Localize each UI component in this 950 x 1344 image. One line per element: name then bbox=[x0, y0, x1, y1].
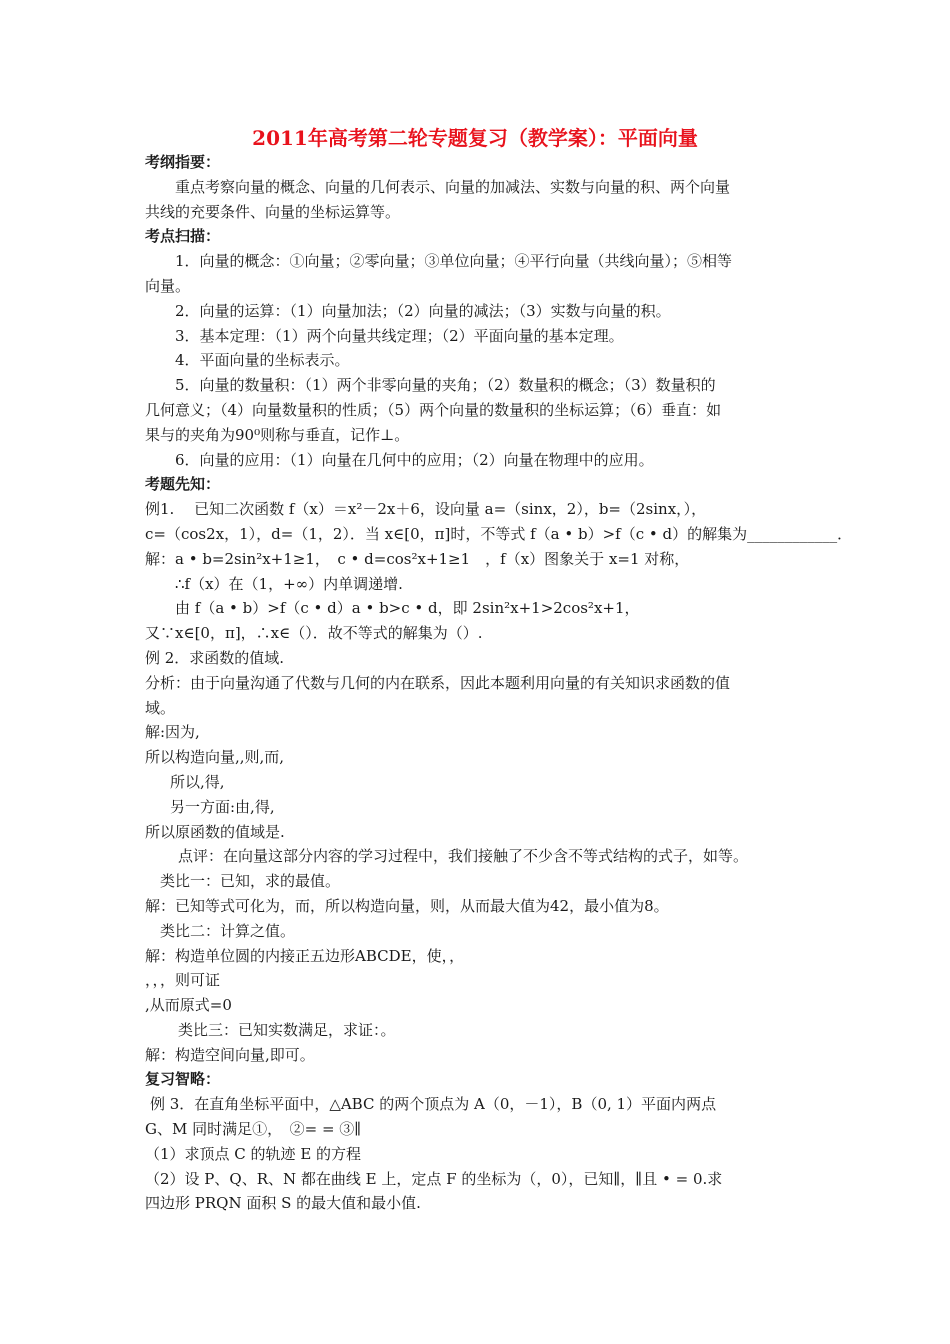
text-line: 点评：在向量这部分内容的学习过程中，我们接触了不少含不等式结构的式子，如等。 bbox=[178, 847, 749, 866]
text-line: 向量。 bbox=[145, 276, 191, 295]
text-line: ,从而原式=0 bbox=[145, 996, 232, 1015]
section-heading: 考纲指要： bbox=[145, 153, 221, 171]
text-line: （2）设 P、Q、R、N 都在曲线 E 上，定点 F 的坐标为（，0），已知∥，∥且 • = 0.求 bbox=[145, 1169, 723, 1188]
section-heading: 考题先知： bbox=[145, 475, 221, 494]
text-line: 果与的夹角为90⁰则称与垂直，记作⊥。 bbox=[145, 425, 410, 444]
text-line: 几何意义；（4）向量数量积的性质；（5）两个向量的数量积的坐标运算；（6）垂直：如 bbox=[145, 400, 722, 419]
text-line: 6．向量的应用：（1）向量在几何中的应用；（2）向量在物理中的应用。 bbox=[175, 450, 654, 469]
text-line: ∴f（x）在（1，+∞）内单调递增. bbox=[175, 574, 403, 593]
text-line: （1）求顶点 C 的轨迹 E 的方程 bbox=[145, 1144, 362, 1163]
text-line: 又∵x∈[0，π]，∴x∈（）．故不等式的解集为（）. bbox=[145, 624, 483, 643]
text-line: 例1. 已知二次函数 f（x）＝x²－2x＋6，设向量 a=（sinx，2），b=（2sinx，）， bbox=[145, 500, 707, 519]
text-line: 解：已知等式可化为，而，所以构造向量，则，从而最大值为42，最小值为8。 bbox=[145, 896, 669, 915]
text-line: 四边形 PRQN 面积 S 的最大值和最小值. bbox=[145, 1194, 421, 1213]
text-line: 类比一：已知，求的最值。 bbox=[160, 872, 341, 891]
text-line: 所以构造向量,,则,而, bbox=[145, 748, 285, 767]
text-line: 重点考察向量的概念、向量的几何表示、向量的加减法、实数与向量的积、两个向量 bbox=[175, 177, 731, 196]
text-line: 所以原函数的值域是. bbox=[145, 822, 285, 841]
document-title: 2011年高考第二轮专题复习（教学案）：平面向量 bbox=[252, 126, 698, 150]
text-line: 解：a • b=2sin²x+1≥1， c • d=cos²x+1≥1 ，f（x）图象关于 x=1 对称， bbox=[145, 549, 690, 568]
text-line: G、M 同时满足①， ②= = ③∥ bbox=[145, 1120, 362, 1139]
document-body bbox=[145, 150, 853, 1216]
text-line: 3．基本定理：（1）两个向量共线定理；（2）平面向量的基本定理。 bbox=[175, 326, 624, 345]
text-line: 4．平面向量的坐标表示。 bbox=[175, 351, 350, 370]
text-line: 例 2．求函数的值域. bbox=[145, 648, 285, 667]
text-line: 解：构造单位圆的内接正五边形ABCDE，使，， bbox=[145, 946, 465, 965]
text-line: 例 3．在直角坐标平面中，△ABC 的两个顶点为 A（0，－1），B（0, 1）平面内两点 bbox=[150, 1095, 717, 1114]
text-line: 解:因为, bbox=[145, 723, 200, 742]
text-line: ，，，则可证 bbox=[145, 971, 221, 990]
text-line: 解：构造空间向量,即可。 bbox=[145, 1045, 315, 1064]
text-line: 类比二：计算之值。 bbox=[160, 921, 296, 940]
text-line: 1．向量的概念：①向量；②零向量；③单位向量；④平行向量（共线向量）；⑤相等 bbox=[175, 252, 733, 271]
text-line: 分析：由于向量沟通了代数与几何的内在联系，因此本题利用向量的有关知识求函数的值 bbox=[145, 673, 731, 692]
section-heading: 复习智略： bbox=[145, 1070, 221, 1089]
text-line: 另一方面:由,得, bbox=[170, 797, 275, 816]
text-line: c=（cos2x，1），d=（1，2）．当 x∈[0，π]时，不等式 f（a • b）>f（c • d）的解集为____________． bbox=[145, 524, 853, 543]
text-line: 5．向量的数量积：（1）两个非零向量的夹角；（2）数量积的概念；（3）数量积的 bbox=[175, 376, 716, 395]
text-line: 共线的充要条件、向量的坐标运算等。 bbox=[145, 202, 401, 221]
text-line: 所以,得, bbox=[170, 772, 225, 791]
text-line: 域。 bbox=[145, 698, 176, 717]
text-line: 由 f（a • b）>f（c • d）a • b>c • d，即 2sin²x+1>2cos²x+1， bbox=[175, 599, 640, 618]
section-heading: 考点扫描： bbox=[145, 227, 221, 246]
text-line: 类比三：已知实数满足，求证：。 bbox=[178, 1020, 396, 1039]
text-line: 2．向量的运算：（1）向量加法；（2）向量的减法；（3）实数与向量的积。 bbox=[175, 301, 671, 320]
